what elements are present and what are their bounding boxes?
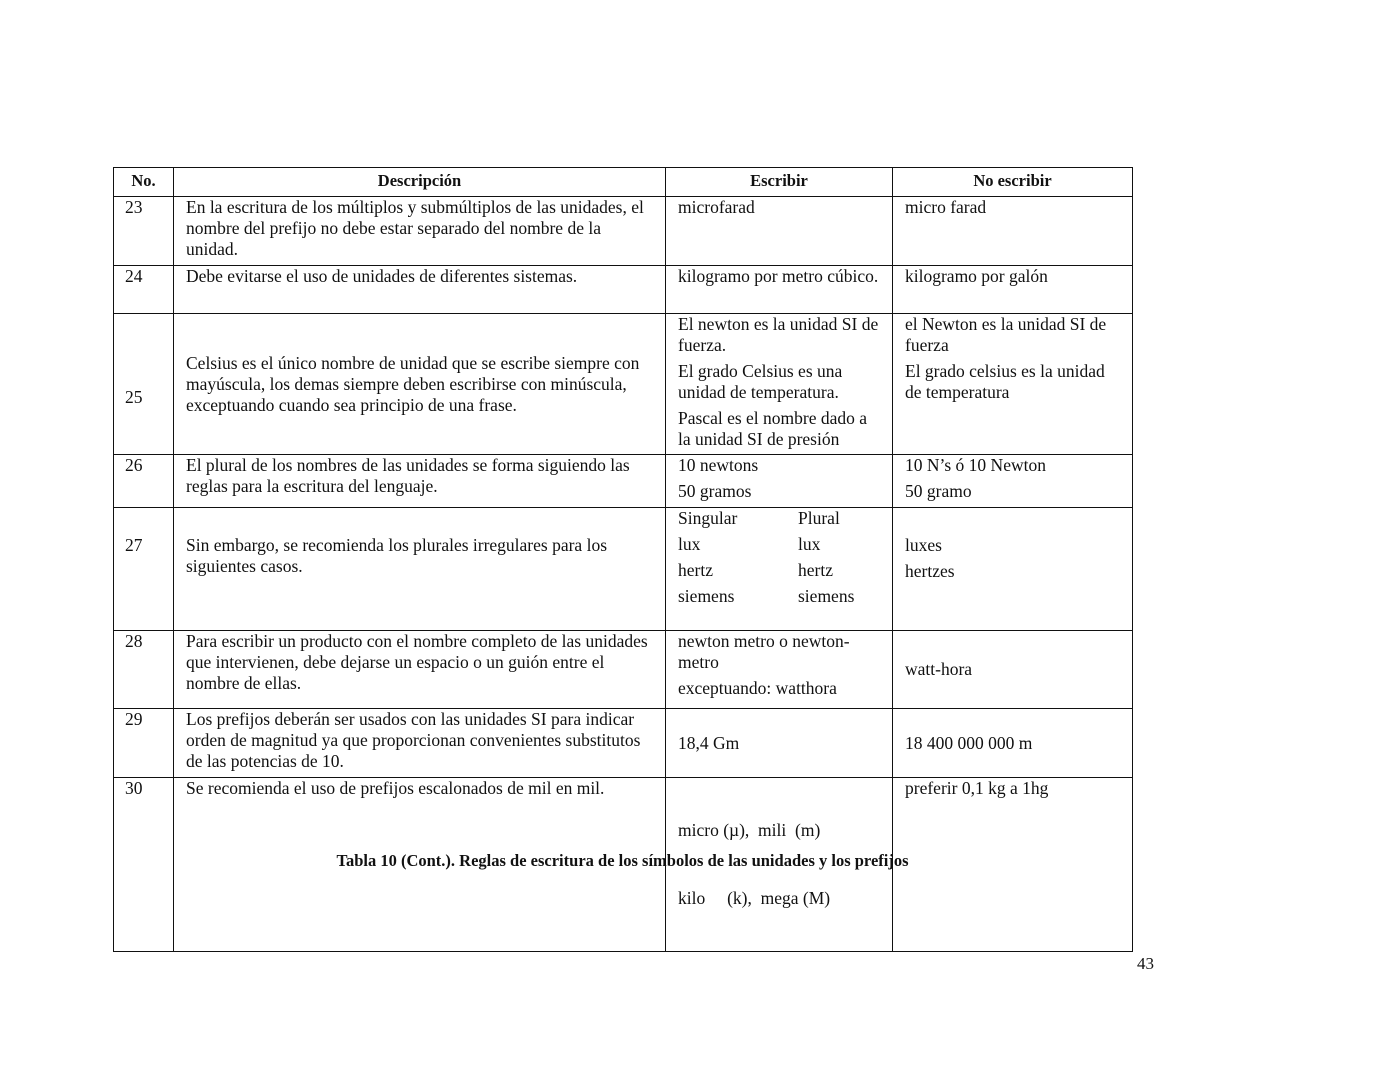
table-row [114,508,1133,631]
row-number: 24 [114,266,174,314]
row-descripcion: En la escritura de los múltiplos y submúltiplos de las unidades, el nombre del prefijo no debe estar separado del nombre de la unidad. [174,197,666,266]
escribir-item: micro (µ), mili (m) [678,820,821,840]
header-row [114,168,1133,197]
row-number: 26 [114,455,174,508]
rules-table [113,167,1133,952]
no-escribir-item: el Newton es la unidad SI de fuerza [905,314,1107,355]
row-descripcion: Debe evitarse el uso de unidades de diferentes sistemas. [174,266,666,314]
escribir-item: 10 newtons [678,455,759,475]
plural-item: siemens [798,586,855,606]
escribir-item: newton metro o newton-metro [678,631,850,672]
no-escribir-item: preferir 0,1 kg a 1hg [905,778,1049,798]
row-escribir [666,197,893,266]
no-escribir-item: 50 gramo [905,481,972,501]
row-escribir [666,455,893,508]
row-number: 27 [114,508,174,631]
page-number: 43 [1137,954,1154,973]
table-row [114,631,1133,709]
row-number: 29 [114,709,174,778]
row-no-escribir [893,631,1133,709]
plural-item: hertz [798,560,833,580]
no-escribir-item: hertzes [905,561,955,581]
row-no-escribir [893,455,1133,508]
row-number: 23 [114,197,174,266]
row-descripcion: Celsius es el único nombre de unidad que se escribe siempre con mayúscula, los demas siempre deben escribirse con minúscula, exceptuando cuando sea principio de una frase. [174,314,666,455]
header-descripcion: Descripción [174,168,666,197]
plural-label: Plural [798,508,840,528]
row-descripcion: Se recomienda el uso de prefijos escalonados de mil en mil. [174,778,666,952]
no-escribir-item: 10 N’s ó 10 Newton [905,455,1046,475]
escribir-item: Pascal es el nombre dado a la unidad SI de presión [678,408,868,449]
row-escribir [666,266,893,314]
escribir-item: El grado Celsius es una unidad de temperatura. [678,361,843,402]
row-no-escribir [893,709,1133,778]
row-descripcion: El plural de los nombres de las unidades se forma siguiendo las reglas para la escritura del lenguaje. [174,455,666,508]
escribir-item: 50 gramos [678,481,752,501]
no-escribir-item: kilogramo por galón [905,266,1048,286]
header-no: No. [114,168,174,197]
table-row [114,314,1133,455]
escribir-item: kilo (k), mega (M) [678,888,831,908]
row-escribir [666,314,893,455]
row-no-escribir [893,508,1133,631]
header-escribir: Escribir [666,168,893,197]
no-escribir-item: El grado celsius es la unidad de temperatura [905,361,1105,402]
plural-item: lux [798,534,821,554]
row-descripcion: Sin embargo, se recomienda los plurales irregulares para los siguientes casos. [174,508,666,631]
row-escribir [666,508,893,631]
no-escribir-item: luxes [905,535,942,555]
row-number: 25 [114,314,174,455]
row-no-escribir [893,197,1133,266]
no-escribir-item: 18 400 000 000 m [905,732,1033,753]
escribir-item: El newton es la unidad SI de fuerza. [678,314,879,355]
row-escribir [666,709,893,778]
escribir-item: kilogramo por metro cúbico. [678,266,879,286]
singular-item: hertz [678,560,713,580]
no-escribir-item: watt-hora [905,659,973,679]
row-no-escribir [893,314,1133,455]
escribir-item: microfarad [678,197,755,217]
table-row [114,266,1133,314]
row-descripcion: Para escribir un producto con el nombre completo de las unidades que intervienen, debe dejarse un espacio o un guión entre el nombre de ellas. [174,631,666,709]
table-row [114,455,1133,508]
escribir-item: 18,4 Gm [678,732,740,753]
singular-item: siemens [678,586,735,606]
escribir-item: exceptuando: watthora [678,678,837,698]
row-number: 30 [114,778,174,952]
no-escribir-item: micro farad [905,197,987,217]
row-escribir [666,631,893,709]
row-descripcion: Los prefijos deberán ser usados con las unidades SI para indicar orden de magnitud ya que proporcionan convenientes substitutos de las potencias de 10. [174,709,666,778]
row-no-escribir [893,266,1133,314]
singular-label: Singular [678,508,738,528]
table-caption: Tabla 10 (Cont.). Reglas de escritura de los símbolos de las unidades y los prefijos [336,851,909,870]
table-row [114,709,1133,778]
table-row [114,197,1133,266]
row-number: 28 [114,631,174,709]
singular-item: lux [678,534,701,554]
header-no-escribir: No escribir [893,168,1133,197]
singular-plural-grid [678,508,880,607]
